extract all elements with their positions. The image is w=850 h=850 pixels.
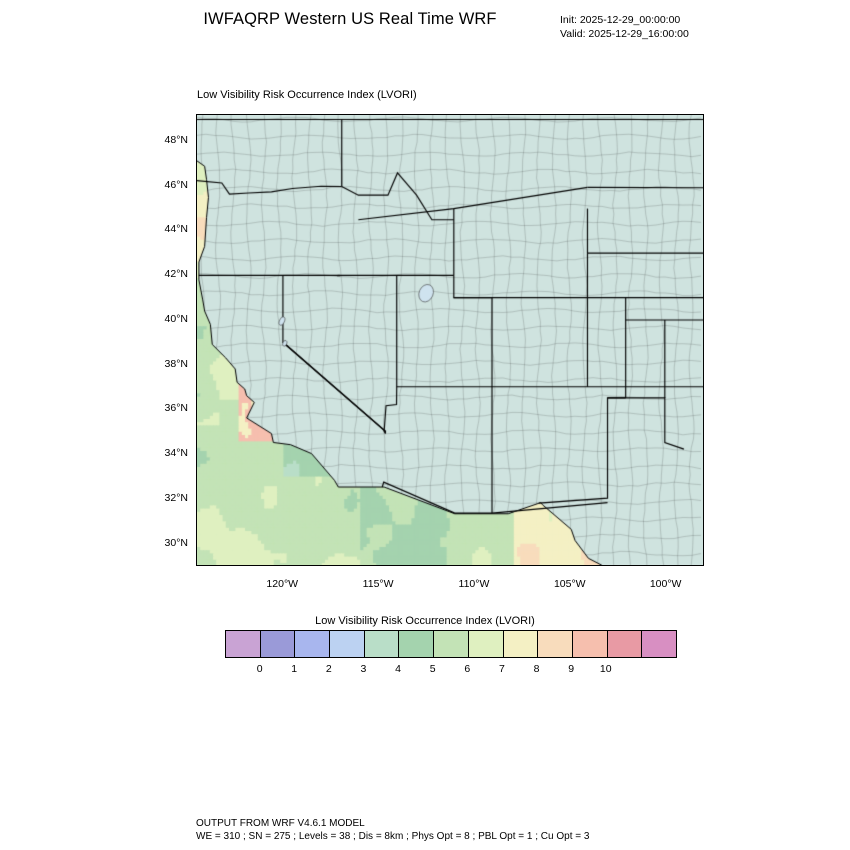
- lon-tick-label: 120°W: [266, 578, 299, 590]
- lat-tick-label: 32°N: [164, 491, 188, 504]
- colorbar-tick-label: 0: [256, 663, 263, 675]
- lon-tick-label: 115°W: [362, 578, 394, 590]
- colorbar-swatch: [226, 631, 261, 657]
- colorbar-swatch: [399, 631, 434, 657]
- colorbar-tick-label: 2: [325, 663, 332, 675]
- panel-title: Low Visibility Risk Occurrence Index (LVORI): [197, 89, 417, 101]
- lat-tick-label: 48°N: [164, 133, 188, 146]
- lat-tick-label: 36°N: [164, 402, 188, 415]
- colorbar-swatch: [295, 631, 330, 657]
- model-output-footer: [196, 817, 589, 843]
- colorbar-swatch: [365, 631, 400, 657]
- colorbar-tick-label: 6: [464, 663, 471, 675]
- map-field-canvas: [197, 115, 703, 565]
- colorbar-tick-label: 9: [568, 663, 575, 675]
- init-time-label: Init: 2025-12-29_00:00:00: [560, 14, 681, 26]
- colorbar-swatch: [469, 631, 504, 657]
- colorbar-swatch: [573, 631, 608, 657]
- lat-tick-label: 42°N: [164, 268, 188, 281]
- map-plot-area: [196, 114, 704, 566]
- colorbar: [225, 630, 677, 658]
- colorbar-tick-label: 3: [360, 663, 367, 675]
- colorbar-title: Low Visibility Risk Occurrence Index (LVORI): [315, 615, 535, 627]
- colorbar-swatch: [538, 631, 573, 657]
- lon-tick-label: 105°W: [553, 578, 586, 590]
- lat-tick-label: 34°N: [164, 447, 188, 460]
- colorbar-tick-label: 1: [291, 663, 298, 675]
- lat-tick-label: 46°N: [164, 178, 188, 191]
- lat-tick-label: 40°N: [164, 312, 188, 325]
- footer-line-1: OUTPUT FROM WRF V4.6.1 MODEL: [196, 818, 365, 829]
- footer-line-2: WE = 310 ; SN = 275 ; Levels = 38 ; Dis = 8km ; Phys Opt = 8 ; PBL Opt = 1 ; Cu Opt = 3: [196, 831, 590, 842]
- lon-tick-label: 110°W: [458, 578, 490, 590]
- colorbar-swatch: [434, 631, 469, 657]
- lat-tick-label: 38°N: [164, 357, 188, 370]
- colorbar-tick-label: 8: [533, 663, 540, 675]
- colorbar-swatch: [642, 631, 676, 657]
- run-info: [560, 13, 689, 41]
- valid-time-label: Valid: 2025-12-29_16:00:00: [560, 28, 689, 40]
- colorbar-tick-label: 7: [499, 663, 505, 675]
- colorbar-swatch: [504, 631, 539, 657]
- colorbar-tick-label: 10: [599, 663, 612, 675]
- colorbar-swatch: [608, 631, 643, 657]
- colorbar-swatch: [330, 631, 365, 657]
- colorbar-swatch: [261, 631, 296, 657]
- lat-tick-label: 30°N: [164, 536, 188, 549]
- colorbar-tick-label: 5: [429, 663, 436, 675]
- colorbar-tick-label: 4: [395, 663, 401, 675]
- lon-tick-label: 100°W: [649, 578, 682, 590]
- page-title: IWFAQRP Western US Real Time WRF: [203, 10, 497, 28]
- lat-tick-label: 44°N: [164, 223, 188, 236]
